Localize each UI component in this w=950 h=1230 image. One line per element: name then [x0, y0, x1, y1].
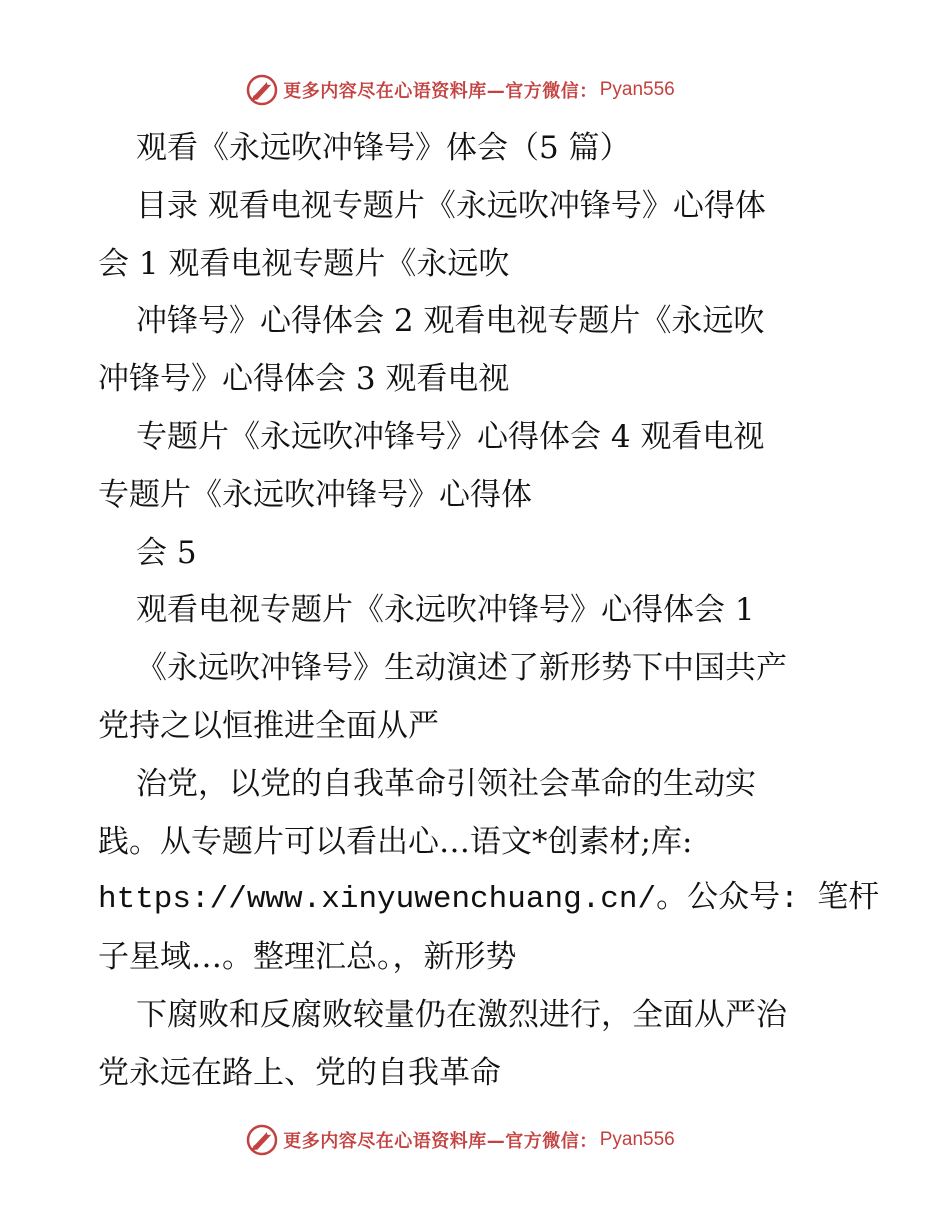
text-line: 冲锋号》心得体会 3 观看电视 — [98, 361, 510, 398]
doc-title: 观看《永远吹冲锋号》体会（5 篇） — [136, 130, 631, 166]
text-line: 专题片《永远吹冲锋号》心得体会 4 观看电视 — [136, 418, 765, 455]
pen-logo-icon — [245, 73, 279, 107]
text-line: 党持之以恒推进全面从严 — [98, 707, 439, 744]
text-line: 专题片《永远吹冲锋号》心得体 — [98, 476, 532, 513]
section-heading: 观看电视专题片《永远吹冲锋号》心得体会 1 — [136, 592, 755, 629]
text-line: 子星域…。整理汇总。，新形势 — [98, 939, 517, 976]
document-body — [98, 120, 880, 1103]
text-line: 会 1 观看电视专题片《永远吹 — [98, 245, 510, 282]
text-line: 下腐败和反腐败较量仍在激烈进行，全面从严治 — [136, 996, 787, 1033]
text-line: 党永远在路上、党的自我革命 — [98, 1054, 501, 1091]
banner-text: 更多内容尽在心语资料库—官方微信： — [283, 81, 598, 102]
text-line: 会 5 — [136, 534, 197, 571]
banner-wechat-id: Pyan556 — [599, 79, 675, 100]
banner-wechat-id: Pyan556 — [599, 1129, 675, 1150]
pen-logo-icon — [245, 1123, 279, 1157]
text-line: 践。从专题片可以看出心…语文*创素材;库: — [98, 823, 693, 860]
text-line: 目录 观看电视专题片《永远吹冲锋号》心得体 — [136, 187, 766, 224]
text-line: 《永远吹冲锋号》生动演述了新形势下中国共产 — [136, 650, 787, 687]
text-line-with-url: https://www.xinyuwenchuang.cn/。公众号: 笔杆 — [98, 882, 880, 918]
text-line: 治党，以党的自我革命引领社会革命的生动实 — [136, 765, 756, 802]
text-line: 冲锋号》心得体会 2 观看电视专题片《永远吹 — [136, 303, 765, 340]
banner-text: 更多内容尽在心语资料库—官方微信： — [283, 1131, 598, 1152]
footer-watermark-banner — [0, 1120, 950, 1160]
header-watermark-banner — [0, 70, 950, 110]
